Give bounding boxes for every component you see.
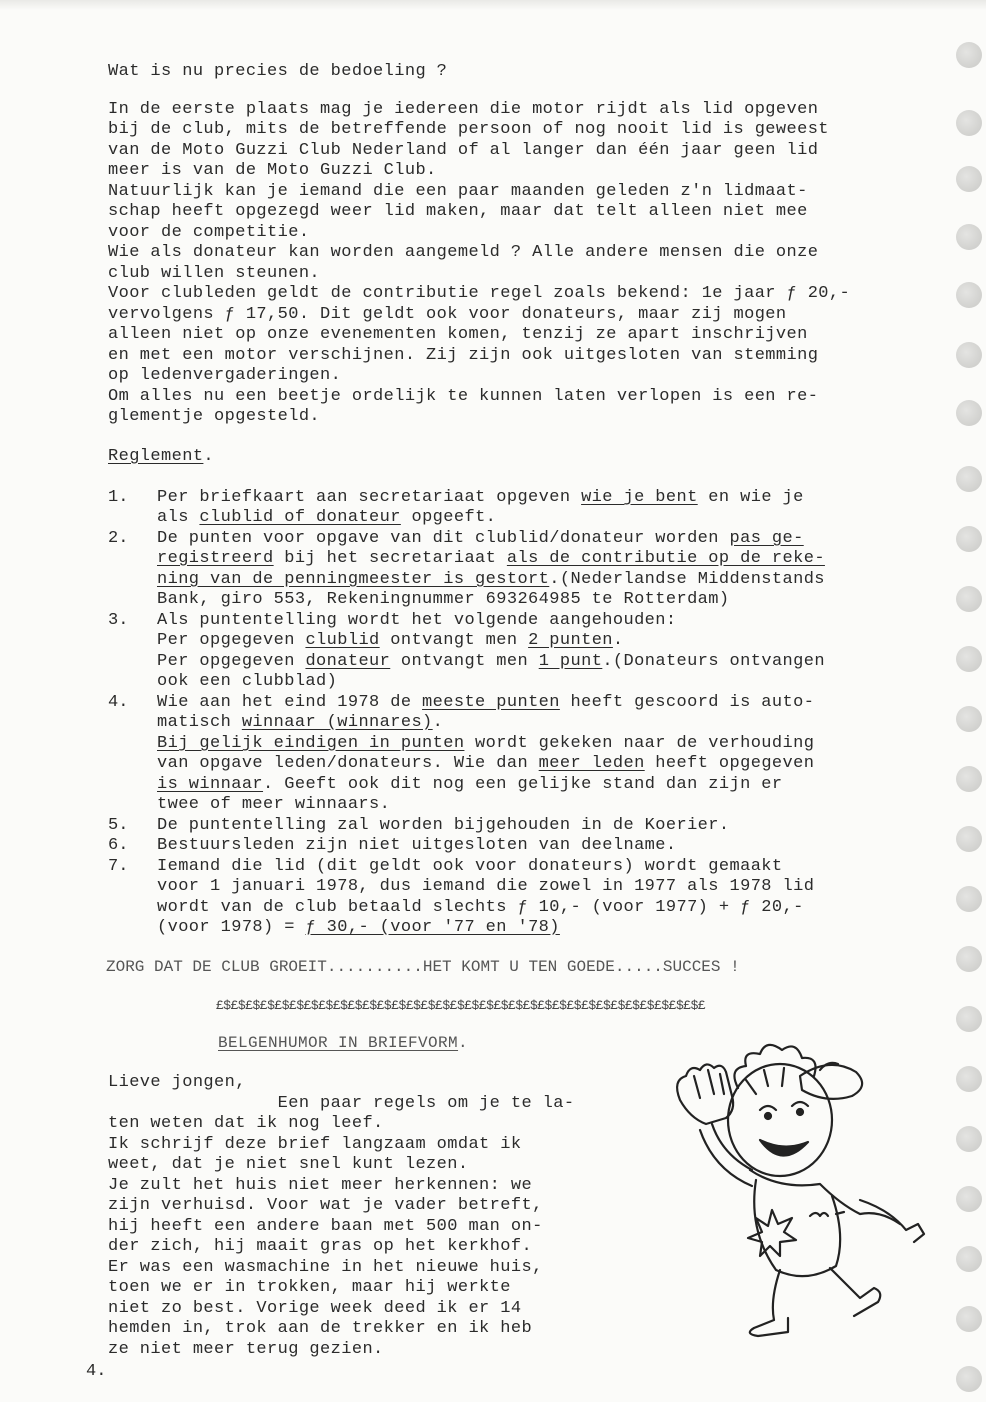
letter-line: Er was een wasmachine in het nieuwe huis, bbox=[108, 1258, 543, 1277]
binder-hole bbox=[956, 826, 982, 852]
intro-line: glementje opgesteld. bbox=[108, 407, 321, 426]
letter-line: hemden in, trok aan de trekker en ik heb bbox=[108, 1319, 533, 1338]
humor-title: BELGENHUMOR IN BRIEFVORM. bbox=[218, 1034, 469, 1052]
intro-line: Natuurlijk kan je iemand die een paar maanden geleden z'n lidmaat- bbox=[108, 182, 808, 201]
letter-line: ze niet meer terug gezien. bbox=[108, 1340, 384, 1359]
rule-3-line: Per opgegeven clublid ontvangt men 2 punten. bbox=[157, 631, 624, 650]
rule-number: 3. bbox=[108, 611, 129, 630]
binder-hole bbox=[956, 110, 982, 136]
binder-hole bbox=[956, 42, 982, 68]
rule-number: 1. bbox=[108, 488, 129, 507]
rule-4-line: twee of meer winnaars. bbox=[157, 795, 391, 814]
rule-6-line: Bestuursleden zijn niet uitgesloten van deelname. bbox=[157, 836, 677, 855]
cartoon-illustration bbox=[660, 1040, 940, 1340]
paper-top-edge bbox=[0, 0, 986, 10]
intro-line: bij de club, mits de betreffende persoon of nog nooit lid is geweest bbox=[108, 120, 829, 139]
intro-line: voor de competitie. bbox=[108, 223, 310, 242]
rule-2-line: registreerd bij het secretariaat als de contributie op de reke- bbox=[157, 549, 825, 568]
intro-line: club willen steunen. bbox=[108, 264, 321, 283]
rule-4-line: is winnaar. Geeft ook dit nog een gelijke stand dan zijn er bbox=[157, 775, 783, 794]
letter-line: Ik schrijf deze brief langzaam omdat ik bbox=[108, 1135, 522, 1154]
rule-7-line: wordt van de club betaald slechts ƒ 10,- (voor 1977) + ƒ 20,- bbox=[157, 898, 804, 917]
separator-line: £$£$£$£$£$£$£$£$£$£$£$£$£$£$£$£$£$£$£$£$£$£$£$£$£$£$£$£$£$£$£$£$£$£ bbox=[216, 998, 706, 1013]
rule-4-line: matisch winnaar (winnares). bbox=[157, 713, 444, 732]
binder-hole bbox=[956, 466, 982, 492]
rule-7-line: voor 1 januari 1978, dus iemand die zowel in 1977 als 1978 lid bbox=[157, 877, 815, 896]
letter-line: Je zult het huis niet meer herkennen: we bbox=[108, 1176, 533, 1195]
rule-3-line: Als puntentelling wordt het volgende aangehouden: bbox=[157, 611, 677, 630]
binder-hole bbox=[956, 526, 982, 552]
intro-line: van de Moto Guzzi Club Nederland of al langer dan één jaar geen lid bbox=[108, 141, 819, 160]
rule-1-line: Per briefkaart aan secretariaat opgeven wie je bent en wie je bbox=[157, 488, 804, 507]
binder-hole bbox=[956, 224, 982, 250]
intro-line: In de eerste plaats mag je iedereen die motor rijdt als lid opgeven bbox=[108, 100, 819, 119]
letter-line: Een paar regels om je te la- bbox=[108, 1094, 575, 1113]
rule-7-line: Iemand die lid (dit geldt ook voor donateurs) wordt gemaakt bbox=[157, 857, 783, 876]
binder-hole bbox=[956, 706, 982, 732]
rule-4-line: van opgave leden/donateurs. Wie dan meer leden heeft opgegeven bbox=[157, 754, 815, 773]
intro-line: alleen niet op onze evenementen komen, tenzij ze apart inschrijven bbox=[108, 325, 808, 344]
binder-hole bbox=[956, 946, 982, 972]
intro-line: en met een motor verschijnen. Zij zijn ook uitgesloten van stemming bbox=[108, 346, 819, 365]
intro-line: Wie als donateur kan worden aangemeld ? Alle andere mensen die onze bbox=[108, 243, 819, 262]
letter-line: hij heeft een andere baan met 500 man on- bbox=[108, 1217, 543, 1236]
rule-number: 5. bbox=[108, 816, 129, 835]
intro-line: meer is van de Moto Guzzi Club. bbox=[108, 161, 437, 180]
binder-hole bbox=[956, 586, 982, 612]
rule-number: 6. bbox=[108, 836, 129, 855]
letter-line: weet, dat je niet snel kunt lezen. bbox=[108, 1155, 469, 1174]
binder-hole bbox=[956, 1066, 982, 1092]
binder-hole bbox=[956, 646, 982, 672]
binder-hole bbox=[956, 166, 982, 192]
binder-hole bbox=[956, 886, 982, 912]
rule-2-line: ning van de penningmeester is gestort.(Nederlandse Middenstands bbox=[157, 570, 825, 589]
intro-line: Voor clubleden geldt de contributie regel zoals bekend: 1e jaar ƒ 20,- bbox=[108, 284, 851, 303]
rule-2-line: Bank, giro 553, Rekeningnummer 693264985 te Rotterdam) bbox=[157, 590, 730, 609]
rule-4-line: Wie aan het eind 1978 de meeste punten heeft gescoord is auto- bbox=[157, 693, 815, 712]
binder-holes bbox=[946, 0, 986, 1402]
intro-line: vervolgens ƒ 17,50. Dit geldt ook voor donateurs, maar zij mogen bbox=[108, 305, 787, 324]
binder-hole bbox=[956, 1186, 982, 1212]
page-number: 4. bbox=[86, 1362, 107, 1381]
intro-line: schap heeft opgezegd weer lid maken, maar dat telt alleen niet mee bbox=[108, 202, 808, 221]
binder-hole bbox=[956, 766, 982, 792]
binder-hole bbox=[956, 1246, 982, 1272]
rule-number: 7. bbox=[108, 857, 129, 876]
rule-5-line: De puntentelling zal worden bijgehouden in de Koerier. bbox=[157, 816, 730, 835]
rule-number: 4. bbox=[108, 693, 129, 712]
rule-7-line: (voor 1978) = ƒ 30,- (voor '77 en '78) bbox=[157, 918, 560, 937]
rule-number: 2. bbox=[108, 529, 129, 548]
binder-hole bbox=[956, 342, 982, 368]
binder-hole bbox=[956, 1306, 982, 1332]
binder-hole bbox=[956, 1006, 982, 1032]
rule-4-line: Bij gelijk eindigen in punten wordt gekeken naar de verhouding bbox=[157, 734, 815, 753]
binder-hole bbox=[956, 400, 982, 426]
letter-line: der zich, hij maait gras op het kerkhof. bbox=[108, 1237, 533, 1256]
binder-hole bbox=[956, 282, 982, 308]
intro-line: op ledenvergaderingen. bbox=[108, 366, 342, 385]
reglement-title: Reglement. bbox=[108, 447, 215, 466]
letter-line: Lieve jongen, bbox=[108, 1073, 246, 1092]
binder-hole bbox=[956, 1126, 982, 1152]
letter-line: ten weten dat ik nog leef. bbox=[108, 1114, 384, 1133]
intro-heading: Wat is nu precies de bedoeling ? bbox=[108, 62, 448, 81]
letter-line: zijn verhuisd. Voor wat je vader betreft, bbox=[108, 1196, 543, 1215]
slogan: ZORG DAT DE CLUB GROEIT..........HET KOMT U TEN GOEDE.....SUCCES ! bbox=[106, 958, 740, 976]
rule-3-line: Per opgegeven donateur ontvangt men 1 punt.(Donateurs ontvangen bbox=[157, 652, 825, 671]
rule-2-line: De punten voor opgave van dit clublid/donateur worden pas ge- bbox=[157, 529, 804, 548]
letter-line: niet zo best. Vorige week deed ik er 14 bbox=[108, 1299, 522, 1318]
intro-line: Om alles nu een beetje ordelijk te kunnen laten verlopen is een re- bbox=[108, 387, 819, 406]
rule-3-line: ook een clubblad) bbox=[157, 672, 338, 691]
binder-hole bbox=[956, 1366, 982, 1392]
rule-1-line: als clublid of donateur opgeeft. bbox=[157, 508, 497, 527]
letter-line: toen we er in trokken, maar hij werkte bbox=[108, 1278, 511, 1297]
